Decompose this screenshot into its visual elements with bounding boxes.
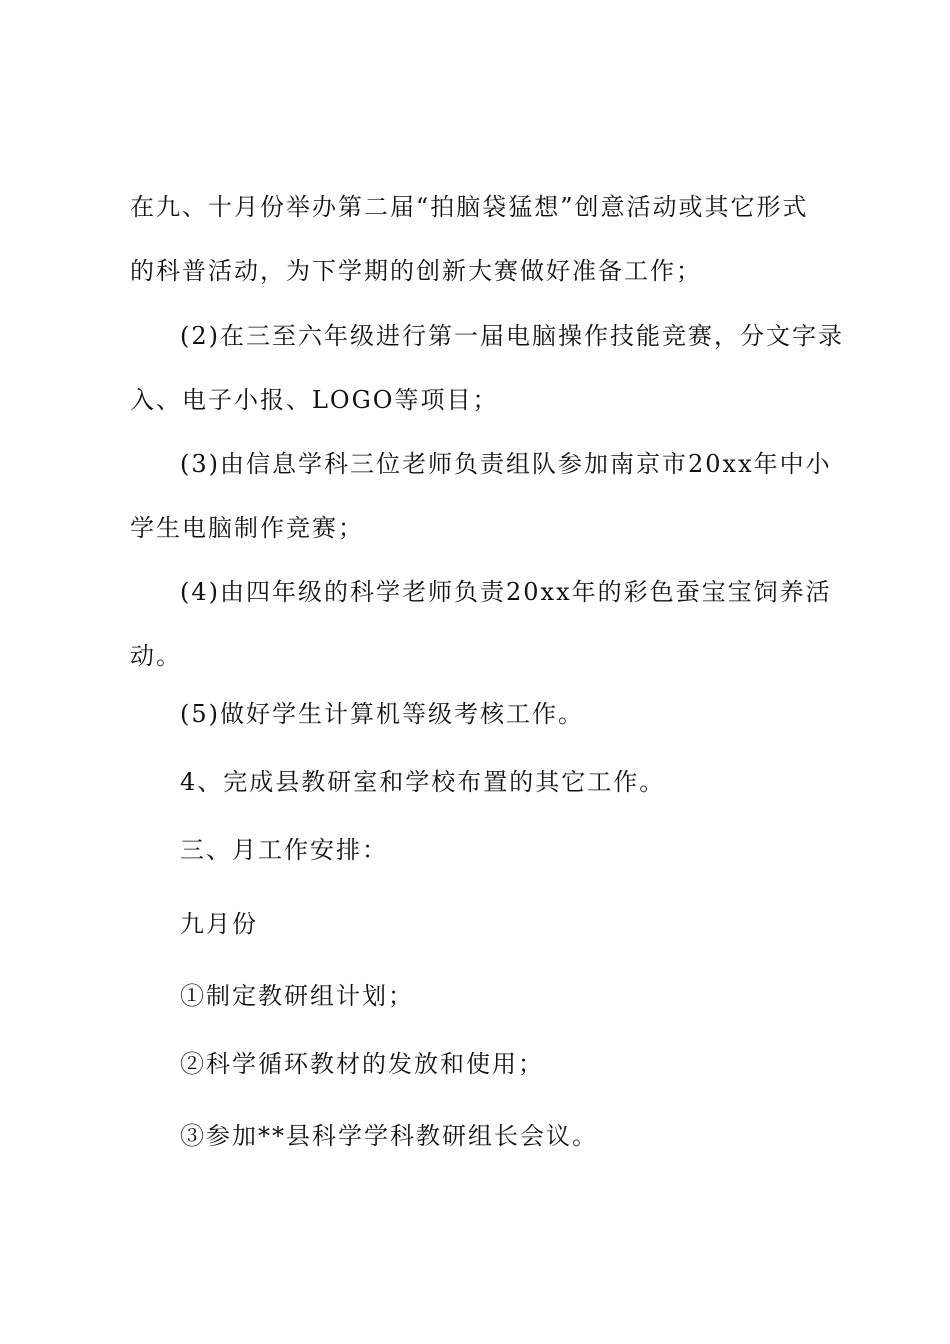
- text-line: ②科学循环教材的发放和使用；: [180, 1050, 544, 1078]
- paragraph-item-2: [130, 304, 844, 432]
- task-item-1: [180, 964, 880, 1028]
- section-heading-monthly: [180, 818, 880, 882]
- paragraph-item-4: [130, 560, 830, 688]
- paragraph-item-other-work: [180, 750, 880, 814]
- text-line: ③参加**县科学学科教研组长会议。: [180, 1122, 598, 1150]
- text-line: (4)由四年级的科学老师负责20xx年的彩色蚕宝宝饲养活: [180, 578, 832, 606]
- paragraph-item-3: [130, 432, 830, 560]
- text-line: 动。: [130, 642, 182, 670]
- text-line: 在九、十月份举办第二届“拍脑袋猛想”创意活动或其它形式: [130, 193, 809, 221]
- text-line: (3)由信息学科三位老师负责组队参加南京市20xx年中小: [180, 450, 832, 478]
- text-line: (5)做好学生计算机等级考核工作。: [180, 700, 584, 728]
- text-line: 的科普活动，为下学期的创新大赛做好准备工作；: [130, 257, 702, 285]
- task-item-2: [180, 1032, 880, 1096]
- text-line: 九月份: [180, 910, 258, 938]
- paragraph-continuation: [130, 175, 830, 303]
- text-line: ①制定教研组计划；: [180, 982, 414, 1010]
- paragraph-item-5: [180, 682, 880, 746]
- text-line: 三、月工作安排：: [180, 836, 388, 864]
- text-line: 入、电子小报、LOGO等项目；: [130, 386, 499, 414]
- text-line: 学生电脑制作竞赛；: [130, 514, 364, 542]
- text-line: (2)在三至六年级进行第一届电脑操作技能竞赛，分文字录: [180, 322, 844, 350]
- month-heading-september: [180, 892, 880, 956]
- task-item-3: [180, 1104, 880, 1168]
- text-line: 4、完成县教研室和学校布置的其它工作。: [180, 768, 666, 796]
